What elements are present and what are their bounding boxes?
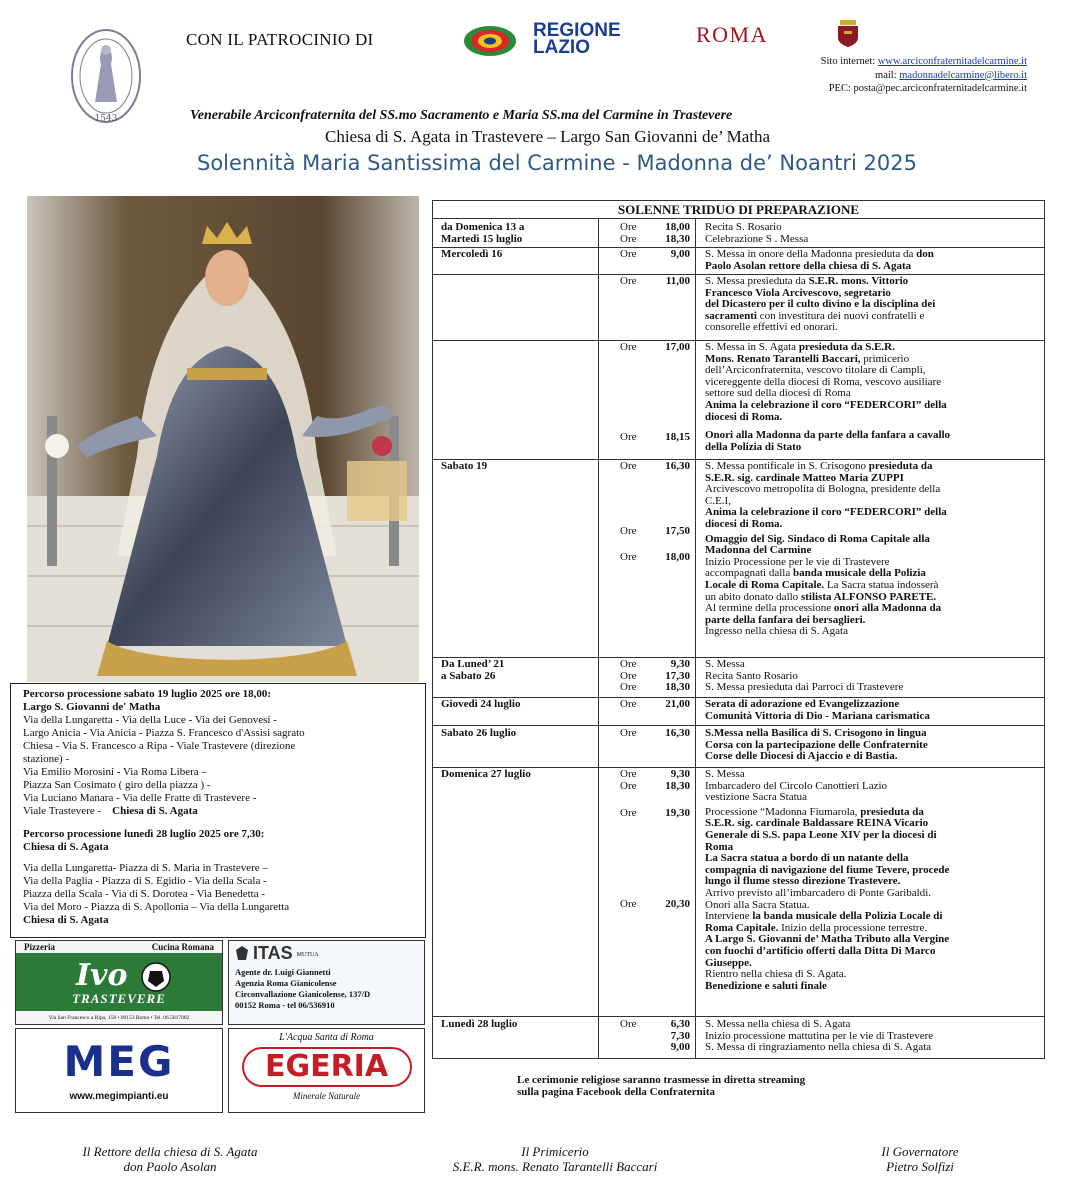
event-line: Interviene bbox=[705, 910, 753, 923]
ore-label: Ore bbox=[620, 779, 637, 792]
time-value: 18,00 bbox=[665, 551, 690, 563]
date-cell: Mercoledì 16 bbox=[441, 248, 503, 260]
time-value: 9,30 bbox=[670, 658, 690, 670]
event-line: Onori alla Sacra Statua. bbox=[705, 898, 810, 911]
ore-label: Ore bbox=[620, 551, 637, 563]
event-bold: S.E.R. sig. cardinale Baldassare REINA Vicario bbox=[705, 817, 929, 830]
date-cell: Sabato 26 luglio bbox=[441, 727, 517, 739]
event-cell bbox=[705, 342, 1039, 453]
event-title: Solennità Maria Santissima del Carmine - Madonna de’ Noantri 2025 bbox=[197, 151, 917, 175]
route-monday-end: Chiesa di S. Agata bbox=[23, 914, 109, 926]
time-value: 20,30 bbox=[665, 898, 690, 910]
ore-label: Ore bbox=[620, 341, 637, 353]
ad-meg bbox=[15, 1028, 223, 1113]
ore-cell bbox=[598, 769, 643, 792]
time-value: 18,00 bbox=[665, 221, 690, 233]
ore-cell bbox=[598, 659, 643, 694]
event-line: Rientro nella chiesa di S. Agata. bbox=[705, 968, 847, 981]
ore-label: Ore bbox=[620, 658, 637, 670]
route-line: Via del Moro - Piazza di S. Apollonia – Via della Lungaretta bbox=[23, 901, 290, 913]
event-bold: parte della fanfara dei bersaglieri. bbox=[705, 613, 866, 626]
signature-name: don Paolo Asolan bbox=[123, 1159, 217, 1174]
event-bold: Roma Capitale. bbox=[705, 921, 779, 934]
event-line: S. Messa presieduta dai Parroci di Trastevere bbox=[705, 681, 904, 694]
event-bold: presieduta da bbox=[860, 805, 924, 818]
time-value: 6,30 bbox=[670, 1018, 690, 1030]
event-line: Inizio della processione terrestre. bbox=[778, 921, 928, 934]
itas-agent: Agente dr. Luigi Giannetti bbox=[235, 967, 331, 977]
event-bold: Francesco Viola Arcivescovo, segretario bbox=[705, 286, 891, 299]
event-line: Processione “Madonna Fiumarola, bbox=[705, 805, 861, 818]
event-bold: Mons. Renato Tarantelli Baccari, bbox=[705, 352, 861, 365]
time-value: 11,00 bbox=[665, 275, 690, 287]
event-bold: onori alla Madonna da bbox=[833, 602, 942, 615]
event-line: S. Messa in onore della Madonna presieduta da bbox=[705, 248, 917, 260]
streaming-line: Le cerimonie religiose saranno trasmesse in diretta streaming bbox=[517, 1074, 806, 1086]
date-line: da Domenica 13 a bbox=[441, 221, 525, 233]
event-bold: La Sacra statua a bordo di un natante della bbox=[705, 852, 909, 865]
signature-name: Pietro Solfizi bbox=[886, 1159, 954, 1174]
roma-wordmark: ROMA bbox=[696, 22, 769, 47]
event-bold: la banda musicale della Polizia Locale di bbox=[752, 910, 943, 923]
meg-site: www.megimpianti.eu bbox=[69, 1091, 169, 1102]
signature-governatore bbox=[820, 1144, 1020, 1174]
ore-label: Ore bbox=[620, 768, 637, 780]
event-line: Inizio processione mattutina per le vie di Trastevere bbox=[705, 1029, 934, 1042]
ore-label: Ore bbox=[620, 525, 637, 537]
event-line: dell’Arciconfraternita, vescovo titolare di Campli, bbox=[705, 364, 926, 377]
ad-cucina-label: Cucina Romana bbox=[151, 942, 214, 952]
event-line: un abito donato dallo bbox=[705, 590, 801, 603]
route-line: Via della Paglia - Piazza di S. Egidio - Via della Scala - bbox=[23, 875, 267, 887]
event-line: accompagnati dalla bbox=[705, 567, 793, 580]
event-line: S. Messa pontificale in S. Crisogono bbox=[705, 460, 869, 472]
event-line: primicerio bbox=[860, 352, 910, 365]
event-cell bbox=[705, 728, 1039, 763]
event-line: consorelle effettivi ed onorari. bbox=[705, 321, 838, 334]
event-bold: A Largo S. Giovanni de’ Matha Tributo alla Vergine bbox=[705, 933, 950, 946]
event-bold: Comunità Vittoria di Dio - Mariana carismatica bbox=[705, 709, 930, 722]
event-line: S. Messa in S. Agata bbox=[705, 341, 799, 353]
date-cell: Sabato 19 bbox=[441, 460, 488, 472]
egeria-minerale: Minerale Naturale bbox=[292, 1091, 361, 1101]
time-value: 19,30 bbox=[665, 807, 690, 819]
ore-label: Ore bbox=[620, 232, 637, 245]
event-line: Inizio Processione per le vie di Trastevere bbox=[705, 555, 890, 568]
date-line: Da Luned’ 21 bbox=[441, 658, 505, 670]
streaming-note bbox=[517, 1074, 805, 1098]
itas-sub: MUTUA bbox=[296, 952, 319, 958]
time-value: 21,00 bbox=[665, 698, 690, 710]
event-bold: stilista ALFONSO PARETE. bbox=[800, 590, 937, 603]
ad-egeria bbox=[228, 1028, 425, 1113]
event-line: vestizione Sacra Statua bbox=[705, 791, 808, 804]
event-cell bbox=[705, 769, 1039, 992]
time-cell bbox=[643, 659, 690, 694]
ivo-logo-icon bbox=[56, 955, 186, 995]
itas-logo: ITAS bbox=[253, 942, 293, 963]
route-line: stazione) - bbox=[23, 753, 70, 765]
route-line: Via della Lungaretta - Via della Luce - Via dei Genovesi - bbox=[23, 714, 277, 726]
route-line: Piazza della Scala - Via di S. Dorotea - Via Benedetta - bbox=[23, 888, 266, 900]
ad-pizzeria-label: Pizzeria bbox=[24, 942, 55, 952]
svg-text:Ivo: Ivo bbox=[76, 958, 128, 993]
event-bold: Paolo Asolan rettore della chiesa di S. Agata bbox=[705, 259, 912, 272]
event-bold: banda musicale della Polizia bbox=[792, 567, 926, 580]
procession-routes bbox=[10, 683, 426, 938]
route-saturday-end: Chiesa di S. Agata bbox=[112, 805, 198, 817]
ore-label: Ore bbox=[620, 221, 637, 233]
pec-address: posta@pec.arciconfraternitadelcarmine.it bbox=[853, 83, 1027, 94]
site-label: Sito internet: bbox=[820, 56, 876, 67]
mail-link[interactable]: madonnadelcarmine@libero.it bbox=[899, 69, 1027, 81]
event-bold: Omaggio del Sig. Sindaco di Roma Capitale alla bbox=[705, 532, 930, 545]
ore-label: Ore bbox=[620, 698, 637, 710]
site-link[interactable]: www.arciconfraternitadelcarmine.it bbox=[877, 56, 1027, 67]
contacts-block bbox=[742, 55, 1027, 96]
route-monday-start: Chiesa di S. Agata bbox=[23, 841, 109, 853]
event-cell bbox=[705, 249, 1039, 272]
time-value: 17,30 bbox=[665, 669, 690, 682]
event-line: S. Messa nella chiesa di S. Agata bbox=[705, 1018, 851, 1030]
ore-label: Ore bbox=[620, 727, 637, 739]
ore-label: Ore bbox=[620, 898, 637, 910]
signature-primicerio bbox=[405, 1144, 705, 1174]
mail-label: mail: bbox=[875, 69, 897, 81]
event-bold: Locale di Roma Capitale. bbox=[705, 578, 825, 591]
ore-label: Ore bbox=[620, 275, 637, 287]
date-cell: Domenica 27 luglio bbox=[441, 768, 531, 780]
event-bold: del Dicastero per il culto divino e la disciplina dei bbox=[705, 298, 936, 311]
time-value: 16,30 bbox=[665, 727, 690, 739]
church-address: Chiesa di S. Agata in Trastevere – Largo San Giovanni de’ Matha bbox=[325, 127, 771, 146]
event-line: Arcivescovo metropolita di Bologna, presidente della bbox=[705, 483, 941, 496]
lazio-line: LAZIO bbox=[533, 37, 590, 58]
route-line: Via Emilio Morosini - Via Roma Libera – bbox=[23, 766, 207, 778]
event-bold: Corsa con la partecipazione delle Confraternite bbox=[705, 738, 928, 751]
ad-itas bbox=[228, 940, 425, 1025]
patronage-label: CON IL PATROCINIO DI bbox=[186, 30, 374, 49]
ad-ivo-address: Via San Francesco a Ripa, 158 • 00153 Roma • Tel. 06.5817082 bbox=[16, 1011, 222, 1025]
event-bold: con fuochi d’artificio offerti dalla Ditta Di Marco bbox=[705, 944, 936, 957]
seal-year: 1543 bbox=[94, 114, 118, 124]
event-cell bbox=[705, 1019, 1039, 1054]
event-cell bbox=[705, 222, 1039, 245]
event-bold: diocesi di Roma. bbox=[705, 517, 783, 530]
schedule-table bbox=[432, 200, 1045, 1059]
route-line: Chiesa - Via S. Francesco a Ripa - Viale Trastevere (direzione bbox=[23, 740, 296, 752]
ore-label: Ore bbox=[620, 681, 637, 694]
event-bold: presieduta da S.E.R. bbox=[798, 341, 895, 353]
time-cell bbox=[643, 769, 690, 792]
event-bold: Roma bbox=[705, 840, 734, 853]
ore-label: Ore bbox=[620, 248, 637, 260]
event-bold: S.E.R. sig. cardinale Matteo Maria ZUPPI bbox=[705, 471, 904, 484]
time-value: 9,00 bbox=[670, 1041, 690, 1054]
event-bold: Corse delle Diocesi di Ajaccio e di Bastia. bbox=[705, 750, 898, 763]
pec-label: PEC: bbox=[828, 83, 851, 94]
event-bold: S.Messa nella Basilica di S. Crisogono in lingua bbox=[705, 727, 927, 739]
event-line: Arrivo previsto all’imbarcadero di Ponte Garibaldi. bbox=[705, 886, 932, 899]
event-line: Celebrazione S . Messa bbox=[705, 232, 809, 245]
ad-trastevere-label: TRASTEVERE bbox=[72, 991, 166, 1006]
ore-label: Ore bbox=[620, 669, 637, 682]
event-cell bbox=[705, 461, 1039, 638]
event-line: S. Messa presieduta da bbox=[705, 275, 809, 287]
route-line: Viale Trastevere - bbox=[23, 805, 102, 817]
route-saturday-start: Largo S. Giovanni de' Matha bbox=[23, 701, 161, 713]
event-bold: diocesi di Roma. bbox=[705, 410, 783, 423]
event-bold: Generale di S.S. papa Leone XIV per la diocesi di bbox=[705, 828, 937, 841]
ore-cell bbox=[598, 222, 643, 245]
event-line: Imbarcadero del Circolo Canottieri Lazio bbox=[705, 779, 888, 792]
event-line: S. Messa bbox=[705, 658, 745, 670]
event-line: La Sacra statua indosserà bbox=[824, 578, 939, 591]
schedule-title: SOLENNE TRIDUO DI PREPARAZIONE bbox=[433, 201, 1044, 219]
signature-role: Il Rettore della chiesa di S. Agata bbox=[82, 1144, 258, 1159]
event-bold: Onori alla Madonna da parte della fanfara a cavallo bbox=[705, 429, 951, 442]
date-cell: Lunedì 28 luglio bbox=[441, 1018, 518, 1030]
event-bold: compagnia di navigazione del fiume Tevere, procede bbox=[705, 863, 950, 876]
event-bold: don bbox=[916, 248, 934, 260]
roma-crest-icon bbox=[835, 18, 861, 48]
event-bold: Serata di adorazione ed Evangelizzazione bbox=[705, 698, 900, 710]
route-line: Piazza San Cosimato ( giro della piazza ) - bbox=[23, 779, 211, 791]
itas-eagle-icon bbox=[235, 945, 249, 961]
time-value: 18,30 bbox=[665, 779, 690, 792]
date-line: a Sabato 26 bbox=[441, 669, 496, 682]
event-line: S. Messa di ringraziamento nella chiesa di S. Agata bbox=[705, 1041, 932, 1054]
time-cell bbox=[643, 1019, 690, 1054]
event-line: vicereggente della diocesi di Roma, vescovo ausiliare bbox=[705, 375, 942, 388]
route-line: Via della Lungaretta- Piazza di S. Maria in Trastevere – bbox=[23, 862, 268, 874]
event-line: settore sud della diocesi di Roma bbox=[705, 387, 851, 400]
madonna-statue-photo bbox=[27, 196, 419, 682]
event-bold: presieduta da bbox=[868, 460, 933, 472]
event-cell bbox=[705, 276, 1039, 334]
signature-rettore bbox=[20, 1144, 320, 1174]
route-line: Via Luciano Manara - Via delle Fratte di Trastevere - bbox=[23, 792, 257, 804]
time-value: 7,30 bbox=[670, 1029, 690, 1042]
signature-role: Il Governatore bbox=[881, 1144, 959, 1159]
time-value: 17,50 bbox=[665, 525, 690, 537]
meg-logo: MEG bbox=[63, 1037, 175, 1086]
regione-lazio-logo bbox=[462, 24, 518, 58]
event-bold: sacramenti bbox=[705, 309, 757, 322]
event-bold: Anima la celebrazione il coro “FEDERCORI” della bbox=[705, 398, 947, 411]
date-cell bbox=[441, 222, 593, 245]
route-line: Largo Anicia - Via Anicia - Piazza S. Francesco d'Assisi sagrato bbox=[23, 727, 305, 739]
egeria-tagline: L'Acqua Santa di Roma bbox=[279, 1032, 374, 1043]
event-line: Al termine della processione bbox=[705, 602, 834, 615]
time-value: 17,00 bbox=[665, 341, 690, 353]
event-bold: Giuseppe. bbox=[705, 956, 752, 969]
confraternita-seal bbox=[70, 28, 142, 128]
event-bold: della Polizia di Stato bbox=[705, 440, 802, 453]
time-value: 16,30 bbox=[665, 460, 690, 472]
time-value: 9,30 bbox=[670, 768, 690, 780]
ore-label: Ore bbox=[620, 1018, 637, 1030]
itas-address: Circonvallazione Gianicolense, 137/D bbox=[235, 989, 371, 999]
time-value: 18,30 bbox=[665, 681, 690, 694]
time-cell bbox=[643, 222, 690, 245]
egeria-logo: EGERIA bbox=[242, 1047, 412, 1087]
signature-name: S.E.R. mons. Renato Tarantelli Baccari bbox=[452, 1159, 658, 1174]
signature-role: Il Primicerio bbox=[521, 1144, 589, 1159]
ore-label: Ore bbox=[620, 807, 637, 819]
regione-line: REGIONE bbox=[533, 20, 621, 41]
event-line: Recita S. Rosario bbox=[705, 221, 782, 233]
date-line: Martedì 15 luglio bbox=[441, 232, 523, 245]
event-line: C.E.I, bbox=[705, 494, 731, 507]
event-bold: S.E.R. mons. Vittorio bbox=[808, 275, 909, 287]
event-line: Recita Santo Rosario bbox=[705, 669, 798, 682]
event-bold: Anima la celebrazione il coro “FEDERCORI” della bbox=[705, 506, 947, 519]
time-value: 18,15 bbox=[665, 431, 690, 443]
date-cell: Giovedì 24 luglio bbox=[441, 698, 521, 710]
date-cell bbox=[441, 659, 593, 682]
event-cell bbox=[705, 699, 1039, 722]
confraternita-name: Venerabile Arciconfraternita del SS.mo Sacramento e Maria SS.ma del Carmine in Trastevere bbox=[190, 108, 733, 123]
time-value: 18,30 bbox=[665, 232, 690, 245]
event-line: con investitura dei nuovi confratelli e bbox=[756, 309, 925, 322]
event-bold: Madonna del Carmine bbox=[705, 544, 812, 557]
event-bold: lungo il flume stesso direzione Trastevere. bbox=[705, 875, 901, 888]
event-line: S. Messa bbox=[705, 768, 745, 780]
ad-ivo-trastevere bbox=[15, 940, 223, 1025]
streaming-line: sulla pagina Facebook della Confraternita bbox=[517, 1086, 716, 1098]
event-bold: Benedizione e saluti finale bbox=[705, 979, 827, 992]
regione-lazio-wordmark bbox=[533, 22, 621, 56]
ore-label: Ore bbox=[620, 431, 637, 443]
itas-phone: 00152 Roma - tel 06/536910 bbox=[235, 1000, 335, 1010]
ore-label: Ore bbox=[620, 460, 637, 472]
time-value: 9,00 bbox=[670, 248, 690, 260]
event-line: Ingresso nella chiesa di S. Agata bbox=[705, 625, 848, 638]
itas-agency: Agenzia Roma Gianicolense bbox=[235, 978, 337, 988]
route-monday-title: Percorso processione lunedì 28 luglio 2025 ore 7,30: bbox=[23, 828, 265, 840]
route-saturday-title: Percorso processione sabato 19 luglio 2025 ore 18,00: bbox=[23, 688, 272, 700]
event-cell bbox=[705, 659, 1039, 694]
